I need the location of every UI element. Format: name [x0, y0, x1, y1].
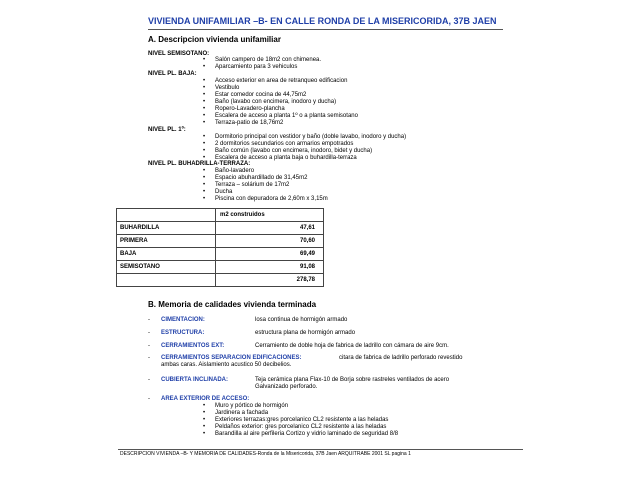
- table-row: [117, 235, 324, 248]
- bullet-icon: •: [203, 189, 206, 195]
- table-cell-value: 47,61: [216, 222, 324, 235]
- bullet-icon: •: [203, 92, 206, 98]
- dash-marker: -: [148, 396, 150, 402]
- bullet-icon: •: [203, 85, 206, 91]
- table-header: m2 construidos: [216, 209, 324, 222]
- dash-marker: -: [148, 317, 150, 323]
- table-cell-label: SEMISOTANO: [117, 261, 216, 274]
- list-item: Acceso exterior en area de retranqueo edificacion: [215, 78, 348, 84]
- bullet-icon: •: [203, 410, 206, 416]
- bullet-icon: •: [203, 155, 206, 161]
- list-item: Espacio abuhardillado de 31,45m2: [215, 175, 308, 181]
- bullet-icon: •: [203, 168, 206, 174]
- table-cell: [117, 274, 216, 287]
- list-item: Baño-lavadero: [215, 168, 255, 174]
- bullet-icon: •: [203, 99, 206, 105]
- bullet-icon: •: [203, 78, 206, 84]
- list-item: Ropero-Lavadero-plancha: [215, 106, 285, 112]
- title-underline: [148, 29, 503, 30]
- list-item: Muro y pórtico de hormigón: [215, 403, 289, 409]
- quality-text-continued: ambas caras. Aislamiento acustico 50 decibelios.: [161, 362, 292, 368]
- table-row: [117, 222, 324, 235]
- table-cell-label: BAJA: [117, 248, 216, 261]
- bullet-icon: •: [203, 120, 206, 126]
- list-item: Terraza-patio de 18,76m2: [215, 120, 284, 126]
- table-header-row: [117, 209, 324, 222]
- section-a-heading: A. Descripcion vivienda unifamiliar: [148, 35, 281, 44]
- bullet-icon: •: [203, 148, 206, 154]
- table-cell-label: PRIMERA: [117, 235, 216, 248]
- bullet-icon: •: [203, 424, 206, 430]
- quality-text: Cerramiento de doble hoja de fabrica de ladrillo con cámara de aire 9cm.: [255, 343, 449, 349]
- list-item: Vestibulo: [215, 85, 240, 91]
- dash-marker: -: [148, 355, 150, 361]
- quality-label: AREA EXTERIOR DE ACCESO:: [161, 396, 250, 402]
- list-item: Piscina con depuradora de 2,60m x 3,15m: [215, 196, 328, 202]
- bullet-icon: •: [203, 113, 206, 119]
- surface-table: [116, 208, 324, 287]
- table-cell: [117, 209, 216, 222]
- list-item: Peldaños exterior: gres porcelanico CL2 resistente a las heladas: [215, 424, 387, 430]
- table-cell-label: BUHARDILLA: [117, 222, 216, 235]
- list-item: Aparcamiento para 3 vehiculos: [215, 64, 298, 70]
- list-item: Terraza – solárium de 17m2: [215, 182, 290, 188]
- quality-label: ESTRUCTURA:: [161, 330, 205, 336]
- level-heading: NIVEL PL. 1º:: [148, 127, 186, 133]
- table-cell-value: 91,08: [216, 261, 324, 274]
- table-total-row: [117, 274, 324, 287]
- quality-text: citara de fabrica de ladrillo perforado revestido: [339, 355, 463, 361]
- table-total-value: 278,78: [216, 274, 324, 287]
- list-item: Dormitorio principal con vestidor y baño (doble lavabo, inodoro y ducha): [215, 134, 407, 140]
- table-cell-value: 69,49: [216, 248, 324, 261]
- document-title: VIVIENDA UNIFAMILIAR –B- EN CALLE RONDA DE LA MISERICORIDA, 37B JAEN: [148, 16, 497, 26]
- list-item: Estar comedor cocina de 44,75m2: [215, 92, 307, 98]
- page-footer: DESCRIPCION VIVIENDA –B- Y MEMORIA DE CALIDADES-Ronda de la Misericorida, 37B Jaen ARQUITRABE 2001 SL pagina 1: [120, 451, 411, 457]
- list-item: Ducha: [215, 189, 233, 195]
- table-cell-value: 70,60: [216, 235, 324, 248]
- bullet-icon: •: [203, 175, 206, 181]
- dash-marker: -: [148, 343, 150, 349]
- section-b-heading: B. Memoria de calidades vivienda terminada: [148, 300, 317, 309]
- quality-text-continued: Galvanizado perforado.: [255, 384, 318, 390]
- level-heading: NIVEL SEMISOTANO:: [148, 51, 210, 57]
- list-item: Salón campero de 18m2 con chimenea.: [215, 57, 322, 63]
- bullet-icon: •: [203, 106, 206, 112]
- quality-text: estructura plana de hormigón armado: [255, 330, 356, 336]
- list-item: Escalera de acceso a planta 1º o a planta semisotano: [215, 113, 358, 119]
- list-item: Exteriores terrazas:gres porcelanico CL2 resistente a las heladas: [215, 417, 389, 423]
- quality-label: CIMENTACION:: [161, 317, 205, 323]
- table-row: [117, 261, 324, 274]
- quality-text: losa continua de hormigón armado: [255, 317, 348, 323]
- list-item: Barandilla al aire perfileria Cortizo y vidrio laminado de seguridad 8/8: [215, 431, 399, 437]
- list-item: 2 dormitorios secundarios con armarios empotrados: [215, 141, 354, 147]
- table-row: [117, 248, 324, 261]
- bullet-icon: •: [203, 196, 206, 202]
- bullet-icon: •: [203, 64, 206, 70]
- dash-marker: -: [148, 330, 150, 336]
- dash-marker: -: [148, 377, 150, 383]
- list-item: Baño común (lavabo con encimera, inodoro, bidet y ducha): [215, 148, 373, 154]
- list-item: Baño (lavabo con encimera, inodoro y ducha): [215, 99, 337, 105]
- bullet-icon: •: [203, 417, 206, 423]
- bullet-icon: •: [203, 134, 206, 140]
- level-heading: NIVEL PL. BAJA:: [148, 71, 197, 77]
- footer-rule: [118, 449, 523, 450]
- quality-label: CERRAMIENTOS EXT:: [161, 343, 225, 349]
- quality-label: CERRAMIENTOS SEPARACION EDIFICACIONES:: [161, 355, 302, 361]
- bullet-icon: •: [203, 431, 206, 437]
- list-item: Escalera de acceso a planta baja o buhardilla-terraza: [215, 155, 357, 161]
- bullet-icon: •: [203, 57, 206, 63]
- quality-label: CUBIERTA INCLINADA:: [161, 377, 228, 383]
- quality-text: Teja cerámica plana Flax-10 de Borja sobre rastreles ventilados de acero: [255, 377, 450, 383]
- level-heading: NIVEL PL. BUHADRILLA-TERRAZA:: [148, 161, 251, 167]
- bullet-icon: •: [203, 141, 206, 147]
- list-item: Jardinera a fachada: [215, 410, 269, 416]
- bullet-icon: •: [203, 403, 206, 409]
- bullet-icon: •: [203, 182, 206, 188]
